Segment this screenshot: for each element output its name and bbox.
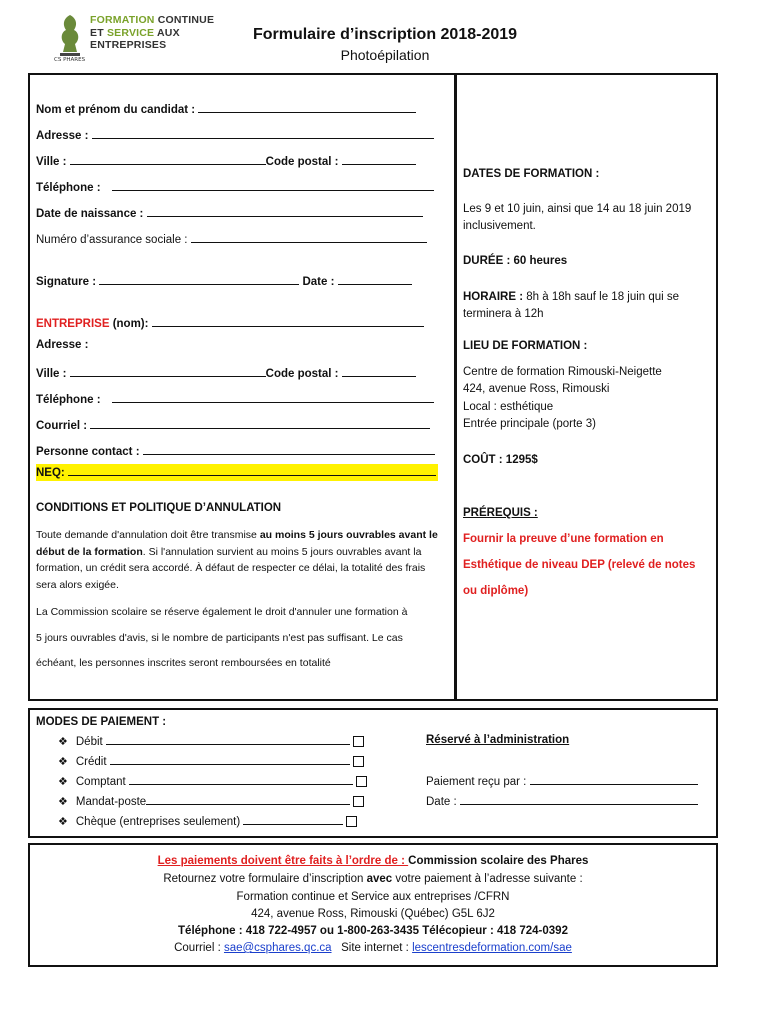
footer-address-line-1: Formation continue et Service aux entreprises /CFRN bbox=[236, 891, 510, 903]
company-email-field[interactable]: Courriel : bbox=[36, 417, 430, 432]
money-order-checkbox[interactable] bbox=[353, 796, 364, 807]
svg-text:CS PHARES: CS PHARES bbox=[54, 57, 86, 62]
credit-checkbox[interactable] bbox=[353, 756, 364, 767]
dates-title: DATES DE FORMATION : bbox=[463, 168, 600, 180]
candidate-phone-field[interactable]: Téléphone : bbox=[36, 179, 434, 194]
admin-date-field[interactable]: Date : bbox=[426, 793, 698, 808]
payment-title: MODES DE PAIEMENT : bbox=[36, 716, 167, 728]
debit-checkbox[interactable] bbox=[353, 736, 364, 747]
footer-phone: Téléphone : 418 722-4957 ou 1-800-263-3435 Télécopieur : 418 724-0392 bbox=[178, 925, 568, 937]
payment-option-cash[interactable]: ❖ Comptant bbox=[58, 773, 367, 788]
company-phone-field[interactable]: Téléphone : bbox=[36, 391, 434, 406]
logo-text: FORMATION CONTINUE ET SERVICE AUX ENTREPRISES bbox=[90, 14, 215, 51]
candidate-address-field[interactable]: Adresse : bbox=[36, 127, 434, 142]
logo-emblem-icon bbox=[52, 12, 88, 62]
candidate-city-field[interactable]: Ville : Code postal : bbox=[36, 153, 416, 168]
footer-contact: Courriel : sae@csphares.qc.ca Site internet : lescentresdeformation.com/sae bbox=[174, 942, 572, 954]
registration-form-box bbox=[28, 73, 456, 701]
location-title: LIEU DE FORMATION : bbox=[463, 340, 588, 352]
payment-option-money-order[interactable]: ❖ Mandat-poste bbox=[58, 793, 364, 808]
footer-box bbox=[28, 843, 718, 967]
logo bbox=[52, 12, 222, 64]
payment-option-cheque[interactable]: ❖ Chèque (entreprises seulement) bbox=[58, 813, 357, 828]
cost: COÛT : 1295$ bbox=[463, 454, 538, 466]
payment-received-field[interactable]: Paiement reçu par : bbox=[426, 773, 698, 788]
footer-payment-order: Les paiements doivent être faits à l’ordre de : Commission scolaire des Phares bbox=[157, 855, 589, 867]
website-link[interactable]: lescentresdeformation.com/sae bbox=[412, 942, 572, 954]
neq-field[interactable]: NEQ: bbox=[36, 464, 438, 481]
conditions-paragraph-2-line-1: La Commission scolaire se réserve également le droit d'annuler une formation à bbox=[36, 606, 408, 618]
company-name-field[interactable]: ENTREPRISE (nom): bbox=[36, 315, 424, 330]
conditions-paragraph-2-line-2: 5 jours ouvrables d'avis, si le nombre de participants n'est pas suffisant. Le cas bbox=[36, 632, 403, 644]
payment-option-debit[interactable]: ❖ Débit bbox=[58, 733, 364, 748]
footer-address-line-2: 424, avenue Ross, Rimouski (Québec) G5L 6J2 bbox=[251, 908, 495, 920]
location-line-1: Centre de formation Rimouski-Neigette bbox=[463, 366, 662, 378]
prereq-line-3: ou diplôme) bbox=[463, 585, 529, 597]
location-line-2: 424, avenue Ross, Rimouski bbox=[463, 383, 610, 395]
prereq-line-2: Esthétique de niveau DEP (relevé de notes bbox=[463, 559, 696, 571]
candidate-name-field[interactable]: Nom et prénom du candidat : bbox=[36, 101, 416, 116]
location-line-4: Entrée principale (porte 3) bbox=[463, 418, 596, 430]
hours-line-2: terminera à 12h bbox=[463, 308, 544, 320]
training-info-box bbox=[455, 73, 718, 701]
dates-line-1: Les 9 et 10 juin, ainsi que 14 au 18 juin 2019 bbox=[463, 203, 692, 215]
company-address-label: Adresse : bbox=[36, 339, 89, 351]
dates-line-2: inclusivement. bbox=[463, 220, 536, 232]
company-contact-field[interactable]: Personne contact : bbox=[36, 443, 435, 458]
payment-option-credit[interactable]: ❖ Crédit bbox=[58, 753, 364, 768]
location-line-3: Local : esthétique bbox=[463, 401, 554, 413]
conditions-paragraph-2-line-3: échéant, les personnes inscrites seront remboursées en totalité bbox=[36, 657, 331, 669]
payment-box bbox=[28, 708, 718, 838]
page-title: Formulaire d’inscription 2018-2019 bbox=[252, 26, 518, 43]
candidate-sin-field[interactable]: Numéro d’assurance sociale : bbox=[36, 231, 427, 246]
duration: DURÉE : 60 heures bbox=[463, 255, 568, 267]
cash-checkbox[interactable] bbox=[356, 776, 367, 787]
prereq-line-1: Fournir la preuve d’une formation en bbox=[463, 533, 664, 545]
prereq-title: PRÉREQUIS : bbox=[463, 507, 538, 519]
conditions-paragraph-1: Toute demande d'annulation doit être transmise au moins 5 jours ouvrables avant le début de la formation. Si l'annulation survient au moins 5 jours ouvrables avant la formation, un crédit sera accordé. À défaut de respecter ce délai, la totalité des frais sera alors exigée. bbox=[36, 529, 438, 591]
admin-title: Réservé à l’administration bbox=[426, 734, 570, 746]
cheque-checkbox[interactable] bbox=[346, 816, 357, 827]
hours-line-1: HORAIRE : 8h à 18h sauf le 18 juin qui se bbox=[463, 291, 680, 303]
company-city-field[interactable]: Ville : Code postal : bbox=[36, 365, 416, 380]
email-link[interactable]: sae@csphares.qc.ca bbox=[223, 942, 332, 954]
candidate-dob-field[interactable]: Date de naissance : bbox=[36, 205, 423, 220]
footer-return-instructions: Retournez votre formulaire d’inscription avec votre paiement à l’adresse suivante : bbox=[163, 873, 583, 885]
page-subtitle: Photoépilation bbox=[340, 47, 430, 63]
signature-field[interactable]: Signature : Date : bbox=[36, 273, 412, 288]
conditions-title: CONDITIONS ET POLITIQUE D’ANNULATION bbox=[36, 502, 282, 514]
